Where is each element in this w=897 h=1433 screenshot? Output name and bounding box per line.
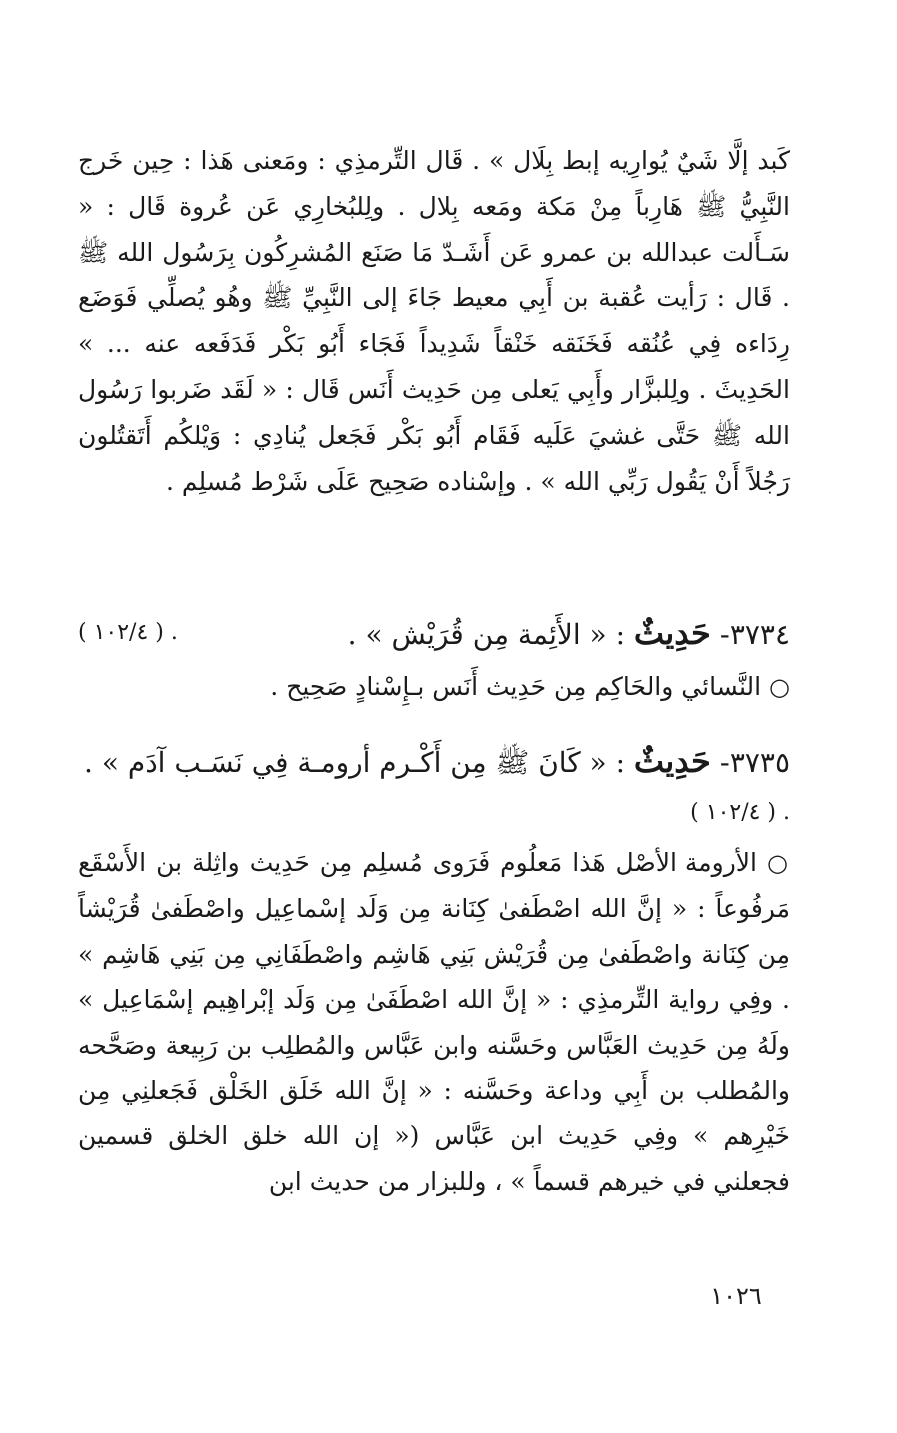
hadith-3734-number: ٣٧٣٤- <box>719 618 790 651</box>
intro-paragraph <box>78 138 790 504</box>
hadith-3735-text: : « كَانَ ﷺ مِن أَكْـرم أرومـة فِي نَسَـب آدَم » . <box>84 746 626 779</box>
intro-text: كَبد إلَّا شَيٌ يُوارِيه إبط بِلَال » . قَال التِّرمذِي : ومَعنى هَذا : حِين خَرج النَّبِيُّ ﷺ هَارِباً مِنْ مَكة ومَعه بِلال . ولِلبُخارِي عَن عُروة قَال : « سَـأَلت عبدالله بن عمرو عَن أَشَـدّ مَا صَنَع المُشرِكُون بِرَسُول الله ﷺ . قَال : رَأيت عُقبة بن أَبِي معيط جَاءَ إلى النَّبِيِّ ﷺ وهُو يُصلِّي فَوَضَع رِدَاءه فِي عُنُقه فَخَنَقه خَنْقاً شَدِيداً فَجَاء أَبُو بَكْر فَدَفَعه عنه ... » الحَدِيثَ . ولِلبزَّار وأَبِي يَعلى مِن حَدِيث أَنَس قَال : « لَقَد ضَربوا رَسُول الله ﷺ حَتَّى غشيَ عَلَيه فَقَام أَبُو بَكْر فَجَعل يُنادِي : وَيْلكُم أَتَقتُلون رَجُلاً أَنْ يَقُول رَبِّي الله » . وإسْناده صَحِيح عَلَى شَرْط مُسلِم . <box>78 146 790 496</box>
circle-marker-icon: ○ <box>769 673 790 701</box>
hadith-3735-label: حَدِيثٌ <box>633 742 711 780</box>
hadith-3735-commentary <box>78 840 790 1204</box>
hadith-3734-reference: . ( ١٠٢/٤ ) <box>78 620 178 645</box>
hadith-3734-heading <box>78 610 790 656</box>
hadith-3735-reference: . ( ١٠٢/٤ ) <box>690 800 790 825</box>
hadith-3735-reference-line <box>78 796 790 830</box>
hadith-3735-commentary-text: الأرومة الأصْل هَذا مَعلُوم فَرَوى مُسلِم مِن حَدِيث واثِلة بن الأَسْقَع مَرفُوعاً : « إنَّ الله اصْطَفىٰ كِنَانة مِن وَلَد إسْماعِيل واصْطَفىٰ قُرَيْشاً مِن كِنَانة واصْطَفىٰ مِن قُرَيْش بَنِي هَاشِم واصْطَفَانِي مِن بَنِي هَاشِم » . وفِي رواية التِّرمذِي : « إنَّ الله اصْطَفَىٰ مِن وَلَد إبْراهِيم إسْمَاعِيل » ولَهُ مِن حَدِيث العَبَّاس وحَسَّنه وابن عَبَّاس والمُطلِب بن رَبِيعة وصَحَّحه والمُطلب بن أَبِي وداعة وحَسَّنه : « إنَّ الله خَلَق الخَلْق فَجَعلنِي مِن خَيْرِهم » وفِي حَدِيث ابن عَبَّاس (« إن الله خلق الخلق قسمين فجعلني في خيرهم قسماً » ، وللبزار من حديث ابن <box>78 848 790 1196</box>
hadith-3734-commentary <box>78 665 790 709</box>
hadith-3735-number: ٣٧٣٥- <box>719 746 790 779</box>
hadith-3734-label: حَدِيثٌ <box>633 614 711 652</box>
hadith-3735-heading <box>78 738 790 784</box>
circle-marker-icon: ○ <box>767 849 790 877</box>
hadith-3734-commentary-text: النَّسائي والحَاكِم مِن حَدِيث أَنَس بـإِسْنادٍ صَحِيح . <box>270 672 762 701</box>
page-number: ١٠٢٦ <box>710 1282 762 1310</box>
hadith-3734-text: : « الأَئِمة مِن قُرَيْش » . <box>347 618 626 651</box>
